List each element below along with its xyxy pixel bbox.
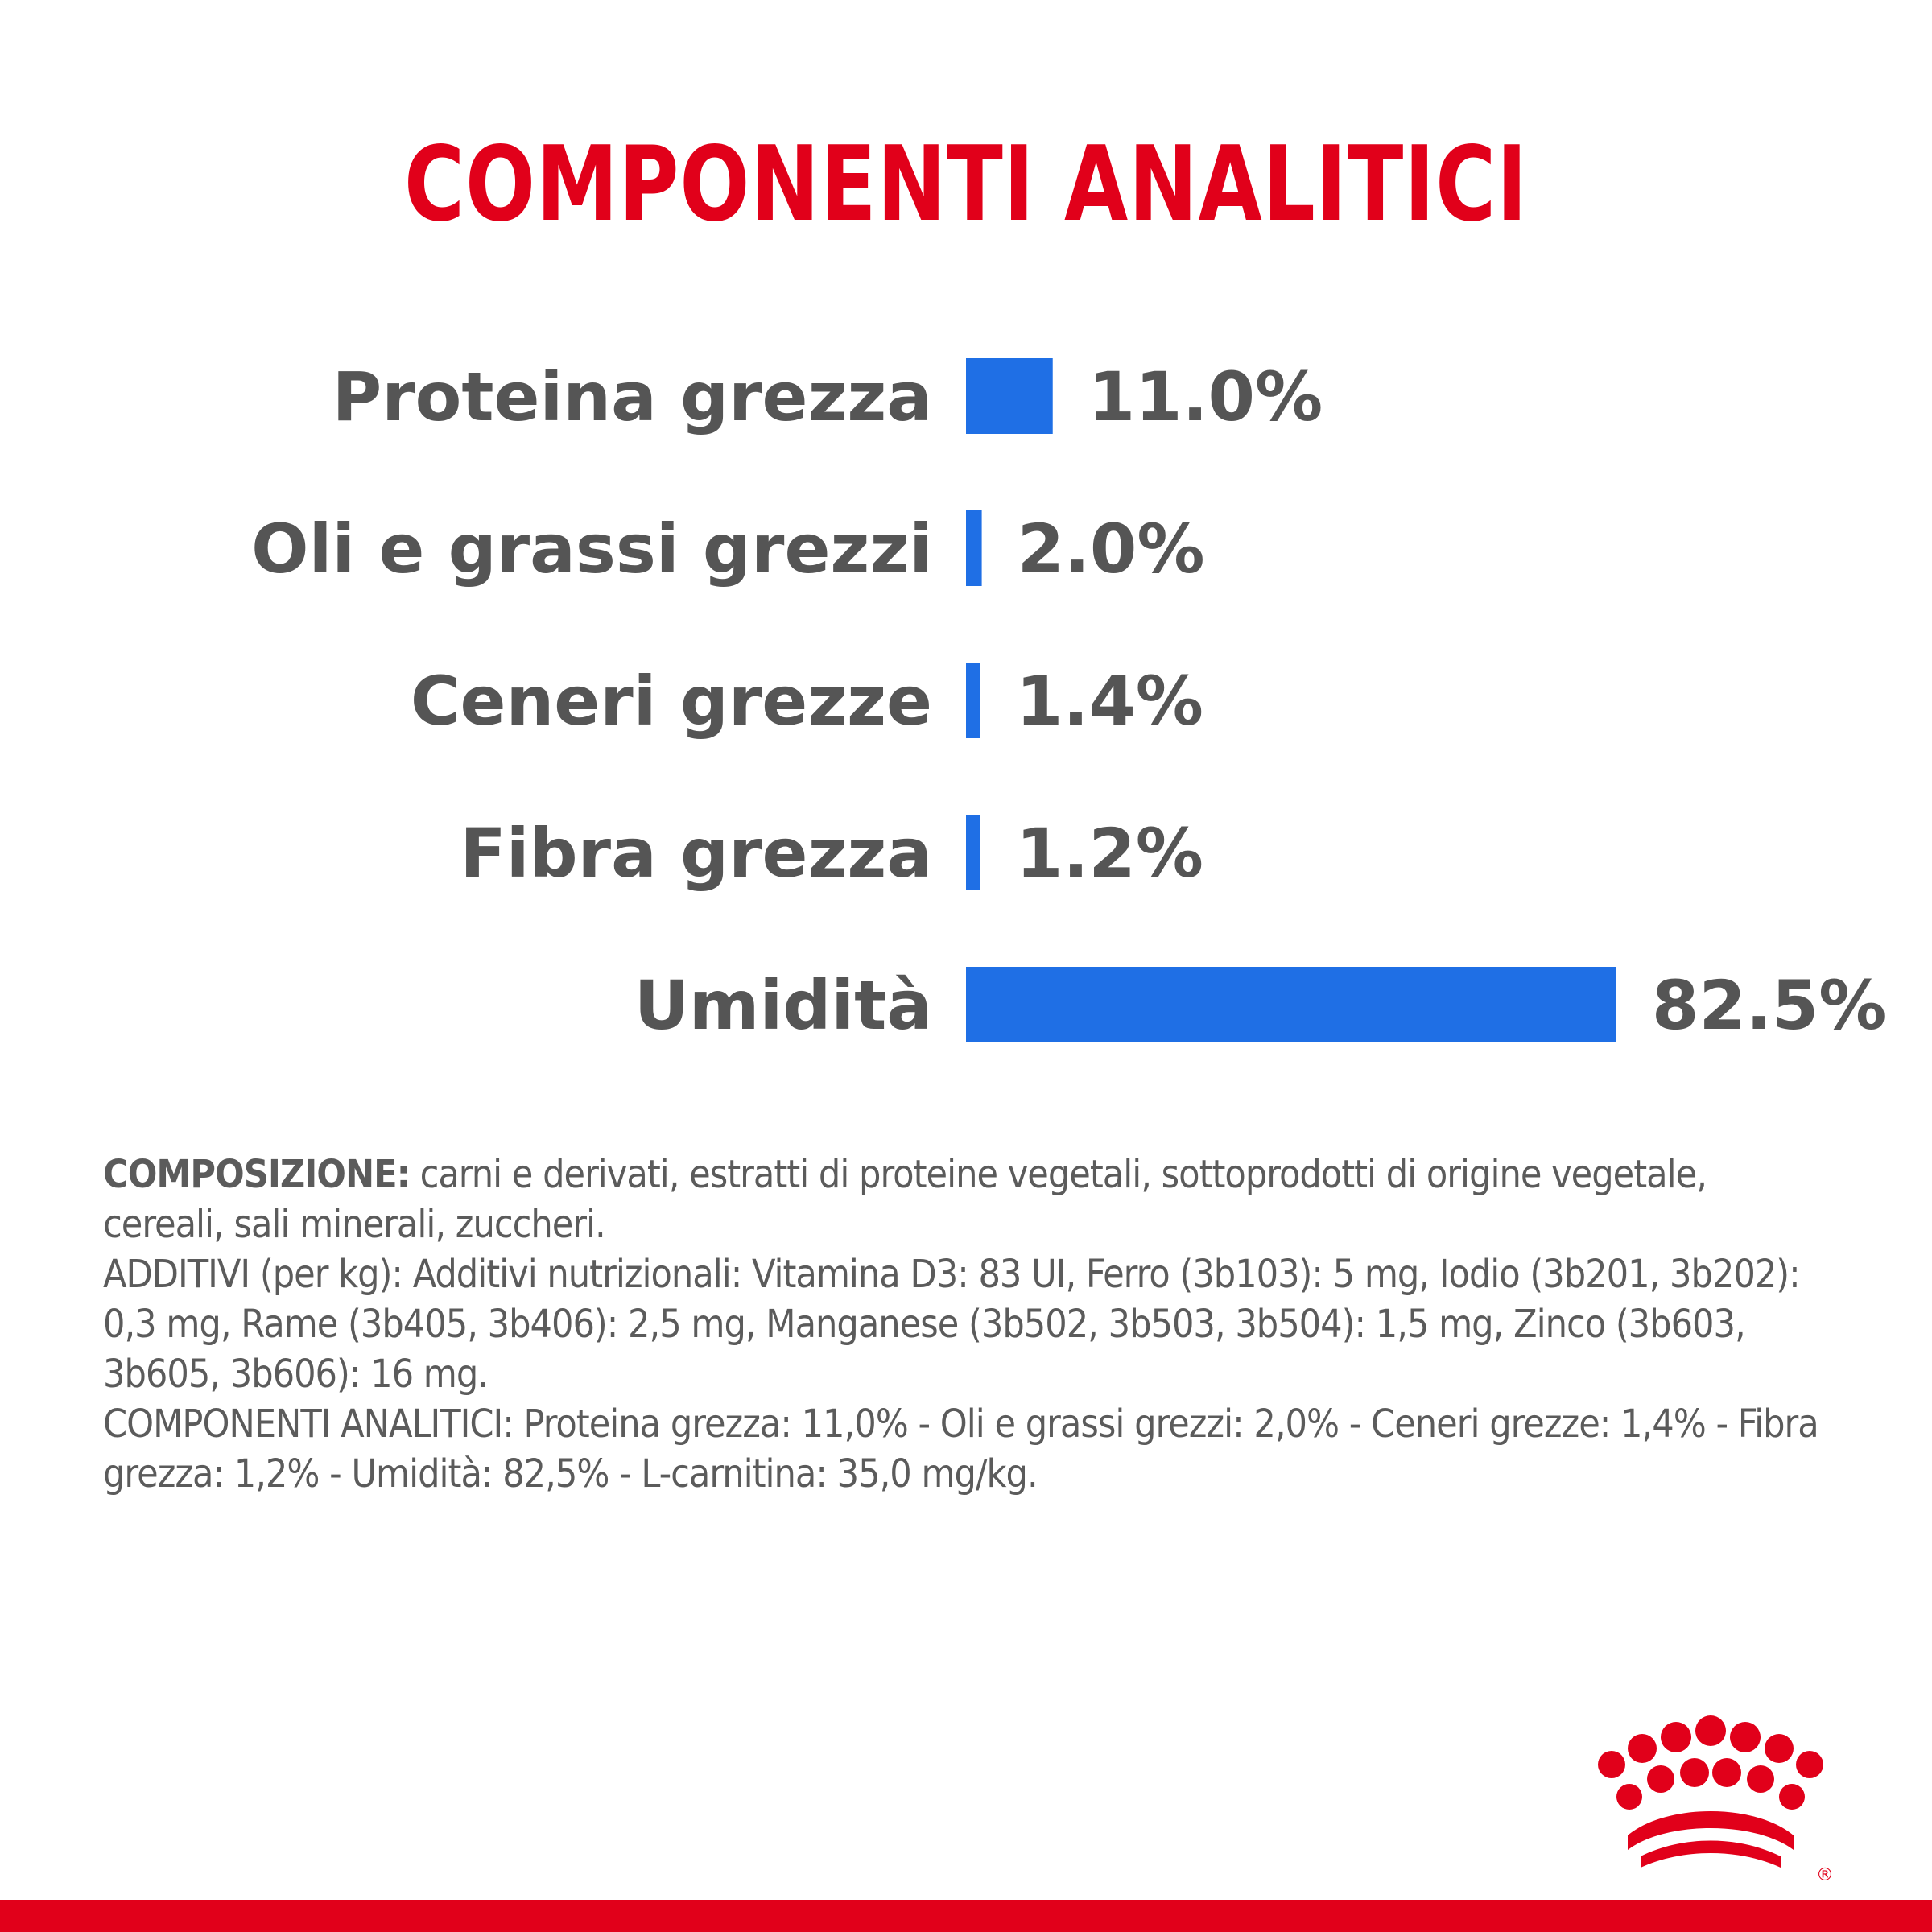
bar-label: Fibra grezza [460,814,932,893]
bar-label: Oli e grassi grezzi [251,510,932,588]
composition-paragraph [103,1150,1826,1249]
bar-value-label: 11.0% [1088,357,1323,436]
bar [966,815,980,890]
bar-value-label: 1.2% [1016,814,1203,893]
page-title: COMPONENTI ANALITICI [404,125,1528,245]
bar-value-label: 1.4% [1016,662,1203,741]
bar [966,967,1616,1042]
crown-logo-icon [1578,1707,1843,1892]
analytical-paragraph: COMPONENTI ANALITICI: Proteina grezza: 11,0% - Oli e grassi grezzi: 2,0% - Ceneri grezze: 1,4% - Fibra grezza: 1,2% - Umidità: 82,5% - L-carnitina: 35,0 mg/kg. [103,1402,1818,1496]
registered-mark: ® [1816,1865,1834,1885]
bar-label: Ceneri grezze [410,662,932,741]
additives-paragraph: ADDITIVI (per kg): Additivi nutrizionali: Vitamina D3: 83 UI, Ferro (3b103): 5 mg, Iodio (3b201, 3b202): 0,3 mg, Rame (3b405, 3b406): 2,5 mg, Manganese (3b502, 3b503, 3b504): 1,5 mg, Zinco (3b603, 3b605, 3b606): 16 mg. [103,1252,1800,1397]
bar-label: Umidità [634,966,932,1045]
bar [966,358,1053,434]
bar [966,663,980,738]
chart-svg [0,322,1932,1079]
composition-lead: COMPOSIZIONE: [103,1152,410,1197]
nutrient-bar-chart [0,322,1932,1079]
composition-ingredients: carni e derivati, estratti di proteine vegetali, sottoprodotti di origine vegetale, cereali, sali minerali, zuccheri. [103,1152,1707,1247]
bar-value-label: 82.5% [1652,966,1887,1045]
bar [966,510,982,586]
composition-text [103,1150,1826,1499]
bar-label: Proteina grezza [332,357,932,436]
bar-value-label: 2.0% [1017,510,1205,588]
footer-bar [0,1900,1932,1932]
